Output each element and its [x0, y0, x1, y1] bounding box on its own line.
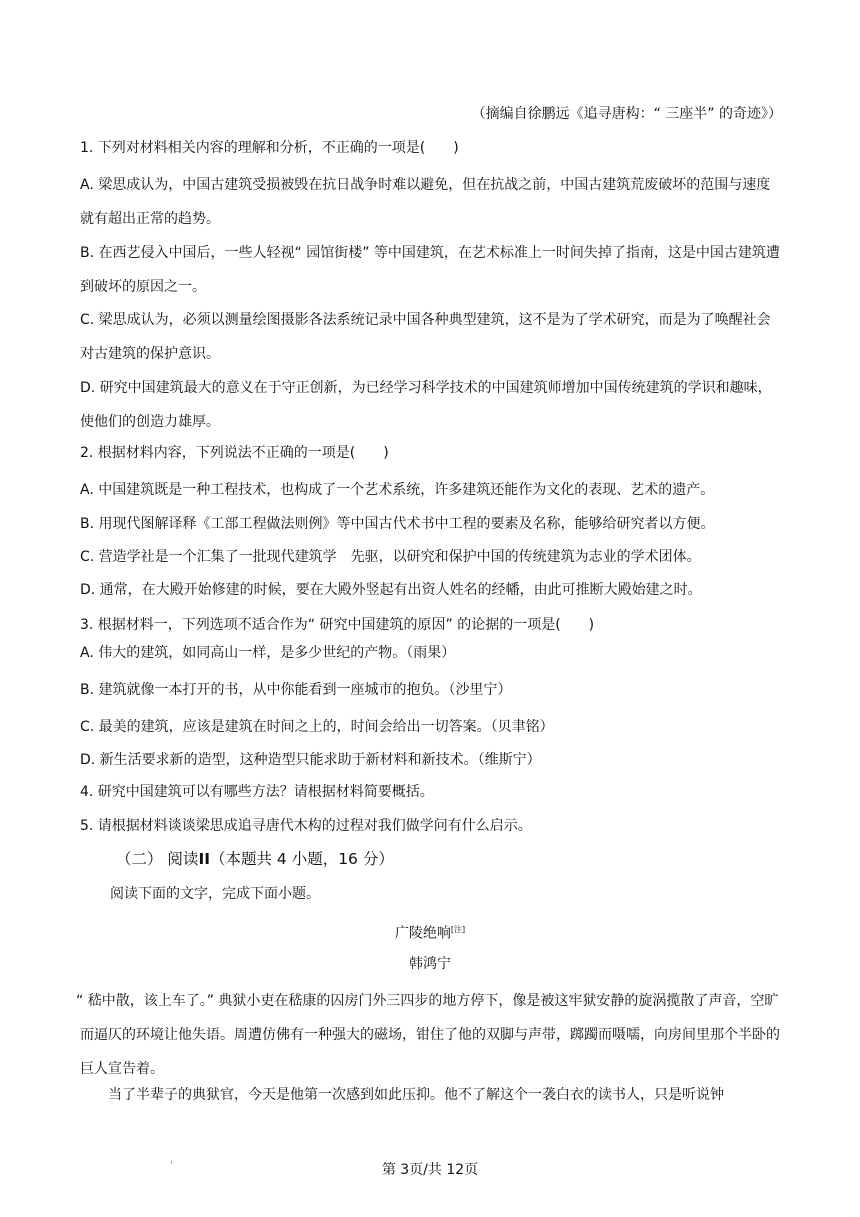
source-citation: （摘编自徐鹏远《追寻唐构：“ 三座半” 的奇迹》） — [471, 106, 782, 122]
story-paragraph-1: “ 嵇中散，该上车了。” 典狱小吏在嵇康的囚房门外三四步的地方停下，像是被这牢狱安静的旋涡揽散了声音，空旷而逼仄的环境让他失语。周遭仿佛有一种强大的磁场，钳住了他的双脚与声带，踯躅而嗫嚅，向房间里那个半卧的巨人宣告着。 — [76, 993, 780, 1077]
question-3-option-a: A. 伟大的建筑，如同高山一样，是多少世纪的产物。（雨果） — [80, 645, 456, 661]
question-1-option-a: A. 梁思成认为，中国古建筑受损被毁在抗日战争时难以避免，但在抗战之前，中国古建筑荒废破坏的范围与速度就有超出正常的趋势。 — [80, 177, 771, 227]
section-numeral: II — [198, 850, 210, 868]
question-3-stem: 3. 根据材料一，下列选项不适合作为“ 研究中国建筑的原因” 的论据的一项是( ) — [80, 617, 595, 633]
footnote-marker: [注] — [450, 925, 466, 934]
footer-mark: ' — [170, 1160, 173, 1171]
question-1-option-d: D. 研究中国建筑最大的意义在于守正创新，为已经学习科学技术的中国建筑师增加中国传统建筑的学识和趣味，使他们的创造力雄厚。 — [80, 380, 772, 430]
section-heading — [116, 848, 394, 870]
story-title — [0, 920, 860, 944]
question-2-option-d: D. 通常，在大殿开始修建的时候，要在大殿外竖起有出资人姓名的经幡，由此可推断大殿始建之时。 — [80, 582, 702, 598]
question-2-option-b: B. 用现代图解译释《工部工程做法则例》等中国古代术书中工程的要素及名称，能够给研究者以方便。 — [80, 516, 715, 532]
question-3-option-d: D. 新生活要求新的造型，这种造型只能求助于新材料和新技术。（维斯宁） — [80, 752, 541, 768]
story-author: 韩鸿宁 — [409, 956, 451, 972]
question-1-stem: 1. 下列对材料相关内容的理解和分析，不正确的一项是( ) — [80, 140, 459, 156]
section-suffix: （本题共 4 小题，16 分） — [209, 850, 394, 868]
question-3-option-c: C. 最美的建筑，应该是建筑在时间之上的，时间会给出一切答案。（贝聿铭） — [80, 719, 554, 735]
story-title-text: 广陵绝响 — [394, 925, 451, 942]
question-1-option-c: C. 梁思成认为，必须以测量绘图摄影各法系统记录中国各种典型建筑，这不是为了学术研究，而是为了唤醒社会对古建筑的保护意识。 — [80, 312, 771, 362]
question-2-option-c: C. 营造学社是一个汇集了一批现代建筑学 先驱，以研究和保护中国的传统建筑为志业的学术团体。 — [80, 549, 701, 565]
section-prefix: （二） 阅读 — [116, 850, 199, 868]
question-5: 5. 请根据材料谈谈梁思成追寻唐代木构的过程对我们做学问有什么启示。 — [80, 818, 532, 834]
question-1-option-b: B. 在西艺侵入中国后，一些人轻视“ 园馆街楼” 等中国建筑，在艺术标准上一时间失掉了指南，这是中国古建筑遭到破坏的原因之一。 — [80, 245, 780, 295]
question-4: 4. 研究中国建筑可以有哪些方法？请根据材料简要概括。 — [80, 784, 434, 800]
page-number: 第 3页/共 12页 — [381, 1162, 479, 1178]
story-paragraph-2: 当了半辈子的典狱官，今天是他第一次感到如此压抑。他不了解这个一袭白衣的读书人，只是听说钟 — [108, 1087, 724, 1103]
instruction: 阅读下面的文字，完成下面小题。 — [110, 886, 320, 902]
question-2-option-a: A. 中国建筑既是一种工程技术，也构成了一个艺术系统，许多建筑还能作为文化的表现、艺术的遗产。 — [80, 482, 715, 498]
question-2-stem: 2. 根据材料内容，下列说法不正确的一项是( ) — [80, 445, 389, 461]
question-3-option-b: B. 建筑就像一本打开的书，从中你能看到一座城市的抱负。（沙里宁） — [80, 682, 512, 698]
